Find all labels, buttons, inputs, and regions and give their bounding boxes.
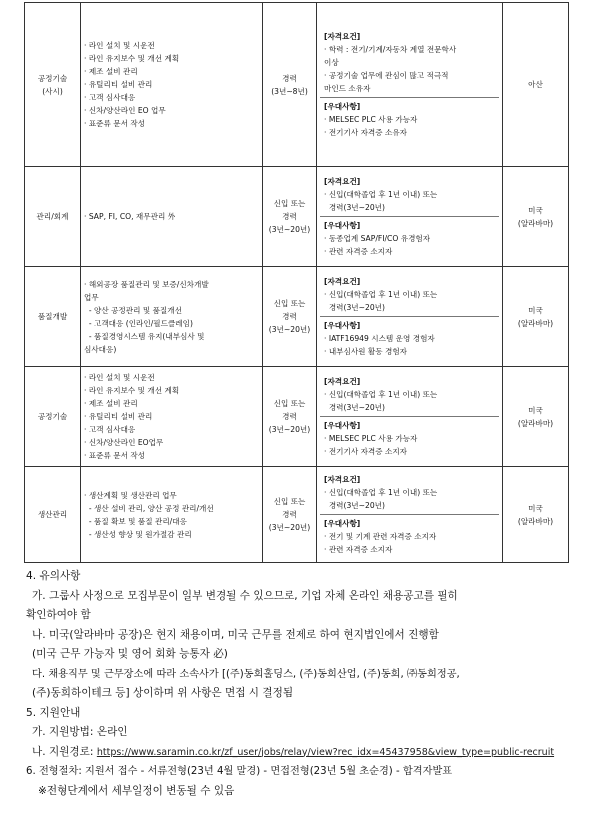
location-text: (알라바마) bbox=[517, 218, 554, 228]
notes-heading-cautions: 4. 유의사항 bbox=[26, 570, 81, 582]
position-text: 생산관리 bbox=[37, 510, 68, 519]
location-text: 미국 bbox=[528, 405, 543, 415]
career-text: 신입 또는 bbox=[273, 399, 306, 408]
note-5b-label: 나. 지원경로: bbox=[32, 745, 97, 758]
location-text: 미국 bbox=[528, 503, 543, 513]
qualification-line: 이상 bbox=[324, 58, 339, 67]
qualification-line: · 신입(대학졸업 후 1년 이내) 또는 bbox=[324, 190, 438, 199]
note-4a: 가. 그룹사 사정으로 모집부문이 일부 변경될 수 있으므로, 기업 자체 온라인 채용공고를 필히 bbox=[32, 589, 458, 602]
preferences-section bbox=[320, 97, 499, 141]
tasks-cell bbox=[81, 267, 263, 367]
qualification-line: · 전기 및 기계 관련 자격증 소지자 bbox=[324, 532, 437, 541]
requirements-section bbox=[320, 28, 499, 97]
qualification-line: · 학력 : 전기/기계/자동차 계열 전문학사 bbox=[324, 45, 457, 54]
qualification-line: · 동종업계 SAP/FI/CO 유경험자 bbox=[324, 234, 431, 243]
job-row bbox=[25, 267, 569, 367]
task-line: · 유틸리티 설비 관리 bbox=[84, 412, 153, 421]
position-text: (사시) bbox=[42, 86, 63, 96]
task-line: - 생산성 향상 및 원가절감 관리 bbox=[84, 529, 192, 539]
task-line: · 신차/양산라인 EO업무 bbox=[84, 438, 164, 447]
task-line: · 제조 설비 관리 bbox=[84, 399, 138, 408]
requirements-section bbox=[320, 273, 499, 316]
job-table bbox=[24, 2, 569, 563]
location-text: 아산 bbox=[528, 80, 543, 89]
qualification-line: · MELSEC PLC 사용 가능자 bbox=[324, 115, 418, 124]
qualification-line: · MELSEC PLC 사용 가능자 bbox=[324, 434, 418, 443]
job-row bbox=[25, 467, 569, 563]
task-line: · 유틸리티 설비 관리 bbox=[84, 80, 153, 89]
tasks-cell bbox=[81, 367, 263, 467]
qualification-line: 마인드 소유자 bbox=[324, 84, 371, 93]
note-6-remark: ※전형단계에서 세부일정이 변동될 수 있음 bbox=[38, 784, 235, 797]
task-line: · 표준류 문서 작성 bbox=[84, 451, 146, 460]
qualification-line: · 전기기사 자격증 소유자 bbox=[324, 128, 408, 137]
tasks-cell bbox=[81, 467, 263, 563]
task-line: · 라인 유지보수 및 개선 계획 bbox=[84, 386, 180, 395]
task-line: · 제조 설비 관리 bbox=[84, 67, 138, 76]
location-text: (알라바마) bbox=[517, 516, 554, 526]
qualification-line: · IATF16949 시스템 운영 경험자 bbox=[324, 334, 435, 343]
note-4c-cont: (주)동희하이테크 등] 상이하며 위 사항은 면접 시 결정됨 bbox=[32, 687, 294, 699]
career-text: 경력 bbox=[282, 73, 297, 83]
preferences-section bbox=[320, 514, 499, 558]
note-4a-cont: 확인하여야 함 bbox=[26, 609, 91, 621]
qualification-line: · 관련 자격증 소지자 bbox=[324, 247, 393, 256]
requirements-section bbox=[320, 471, 499, 514]
task-line: - 생산 설비 관리, 양산 공정 관리/개선 bbox=[84, 503, 214, 513]
position-cell bbox=[25, 467, 81, 563]
task-line: · 라인 설치 및 시운전 bbox=[84, 373, 155, 382]
career-cell bbox=[263, 3, 317, 167]
career-text: (3년~20년) bbox=[268, 523, 311, 532]
task-line: 업무 bbox=[84, 292, 99, 302]
preferences-section bbox=[320, 416, 499, 460]
location-cell bbox=[503, 3, 569, 167]
position-text: 관리/회계 bbox=[36, 212, 69, 221]
career-cell bbox=[263, 467, 317, 563]
application-link[interactable]: https://www.saramin.co.kr/zf_user/jobs/relay/view?rec_idx=45437958&view_type=public-recruit bbox=[96, 746, 555, 758]
career-cell bbox=[263, 267, 317, 367]
task-line: - 품질 확보 및 품질 관리/대응 bbox=[84, 516, 187, 526]
location-text: 미국 bbox=[528, 305, 543, 315]
notes-heading-apply: 5. 지원안내 bbox=[26, 706, 81, 719]
qualification-line: 경력(3년~20년) bbox=[324, 403, 385, 412]
preferences-section bbox=[320, 216, 499, 260]
preferences-heading: [우대사항] bbox=[324, 421, 361, 430]
qualification-line: · 내부심사원 활동 경험자 bbox=[324, 347, 408, 356]
location-text: (알라바마) bbox=[517, 318, 554, 328]
requirements-section bbox=[320, 373, 499, 416]
location-text: 미국 bbox=[528, 205, 543, 215]
qualifications-cell bbox=[317, 167, 503, 267]
note-4b: 나. 미국(알라바마 공장)은 현지 채용이며, 미국 근무를 전제로 하여 현지법인에서 진행함 bbox=[32, 628, 439, 641]
position-cell bbox=[25, 3, 81, 167]
requirements-heading: [자격요건] bbox=[324, 377, 361, 386]
note-5b bbox=[26, 743, 571, 763]
qualification-line: 경력(3년~20년) bbox=[324, 303, 385, 312]
job-row bbox=[25, 167, 569, 267]
note-6: 6. 전형절차: 지원서 접수 - 서류전형(23년 4월 말경) - 면접전형(23년 5월 초순경) - 합격자발표 bbox=[26, 766, 453, 777]
career-text: (3년~8년) bbox=[271, 86, 308, 96]
career-text: 경력 bbox=[282, 412, 297, 421]
career-text: 경력 bbox=[282, 312, 297, 321]
tasks-cell bbox=[81, 167, 263, 267]
task-line: · 표준류 문서 작성 bbox=[84, 119, 146, 128]
qualification-line: 경력(3년~20년) bbox=[324, 203, 385, 212]
qualification-line: · 신입(대학졸업 후 1년 이내) 또는 bbox=[324, 488, 438, 497]
career-text: 경력 bbox=[282, 510, 297, 519]
position-cell bbox=[25, 367, 81, 467]
qualification-line: · 신입(대학졸업 후 1년 이내) 또는 bbox=[324, 290, 438, 299]
location-text: (알라바마) bbox=[517, 418, 554, 428]
task-line: · SAP, FI, CO, 재무관리 外 bbox=[84, 212, 176, 221]
position-text: 품질개발 bbox=[37, 312, 68, 321]
qualifications-cell bbox=[317, 267, 503, 367]
career-text: 경력 bbox=[282, 212, 297, 221]
location-cell bbox=[503, 267, 569, 367]
career-text: 신입 또는 bbox=[273, 299, 306, 308]
note-4b-cont: (미국 근무 가능자 및 영어 회화 능통자 必) bbox=[32, 648, 228, 660]
preferences-heading: [우대사항] bbox=[324, 221, 361, 230]
job-row bbox=[25, 3, 569, 167]
task-line: - 양산 공정관리 및 품질개선 bbox=[84, 305, 182, 315]
career-cell bbox=[263, 167, 317, 267]
career-text: (3년~20년) bbox=[268, 225, 311, 234]
qualification-line: · 관련 자격증 소지자 bbox=[324, 545, 393, 554]
requirements-section bbox=[320, 173, 499, 216]
qualifications-cell bbox=[317, 467, 503, 563]
task-line: · 라인 설치 및 시운전 bbox=[84, 41, 155, 50]
preferences-heading: [우대사항] bbox=[324, 321, 361, 330]
qualification-line: · 전기기사 자격증 소지자 bbox=[324, 447, 408, 456]
qualification-line: · 신입(대학졸업 후 1년 이내) 또는 bbox=[324, 390, 438, 399]
task-line: · 해외공장 품질관리 및 보증/신차개발 bbox=[84, 279, 209, 289]
task-line: - 품질경영시스템 유지(내부심사 및 bbox=[84, 331, 205, 341]
career-text: (3년~20년) bbox=[268, 325, 311, 334]
task-line: 심사대응) bbox=[84, 344, 117, 354]
location-cell bbox=[503, 467, 569, 563]
tasks-cell bbox=[81, 3, 263, 167]
notes-section bbox=[26, 567, 571, 801]
qualification-line: 경력(3년~20년) bbox=[324, 501, 385, 510]
career-text: (3년~20년) bbox=[268, 425, 311, 434]
requirements-heading: [자격요건] bbox=[324, 177, 361, 186]
requirements-heading: [자격요건] bbox=[324, 32, 361, 41]
preferences-heading: [우대사항] bbox=[324, 102, 361, 111]
location-cell bbox=[503, 167, 569, 267]
requirements-heading: [자격요건] bbox=[324, 475, 361, 484]
preferences-section bbox=[320, 316, 499, 360]
job-row bbox=[25, 367, 569, 467]
task-line: · 고객 심사대응 bbox=[84, 425, 136, 434]
note-5a: 가. 지원방법: 온라인 bbox=[32, 726, 128, 738]
job-table-body bbox=[25, 3, 569, 563]
qualifications-cell bbox=[317, 3, 503, 167]
career-cell bbox=[263, 367, 317, 467]
position-cell bbox=[25, 267, 81, 367]
qualifications-cell bbox=[317, 367, 503, 467]
preferences-heading: [우대사항] bbox=[324, 519, 361, 528]
task-line: · 신차/양산라인 EO 업무 bbox=[84, 106, 166, 115]
note-4c: 다. 채용직무 및 근무장소에 따라 소속사가 [(주)동희홀딩스, (주)동희산업, (주)동희, ㈜동희정공, bbox=[32, 668, 460, 680]
task-line: · 생산계획 및 생산관리 업무 bbox=[84, 490, 177, 500]
task-line: · 라인 유지보수 및 개선 계획 bbox=[84, 54, 180, 63]
career-text: 신입 또는 bbox=[273, 199, 306, 208]
position-text: 공정기술 bbox=[37, 73, 68, 83]
task-line: · 고객 심사대응 bbox=[84, 93, 136, 102]
qualification-line: · 공정기술 업무에 관심이 많고 적극적 bbox=[324, 71, 449, 80]
task-line: - 고객대응 (인라인/필드클레임) bbox=[84, 318, 193, 328]
location-cell bbox=[503, 367, 569, 467]
requirements-heading: [자격요건] bbox=[324, 277, 361, 286]
position-cell bbox=[25, 167, 81, 267]
position-text: 공정기술 bbox=[37, 412, 68, 421]
career-text: 신입 또는 bbox=[273, 497, 306, 506]
